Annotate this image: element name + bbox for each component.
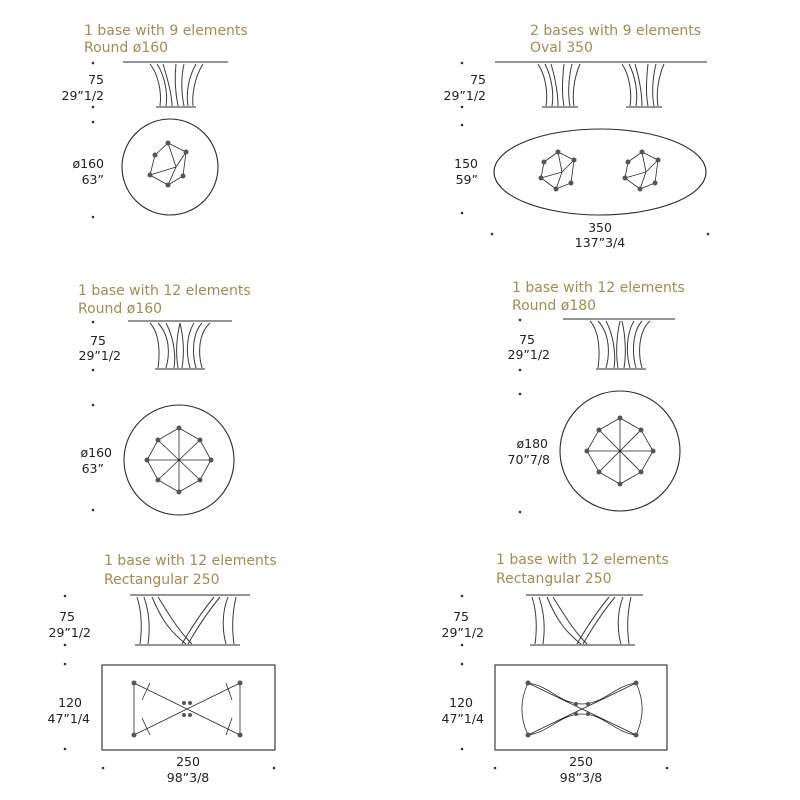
top-plan-drawing	[102, 665, 275, 750]
height-in-label: 29”1/2	[61, 88, 104, 103]
panel-title: 1 base with 9 elements	[84, 23, 248, 39]
panel-subtitle: Oval 350	[530, 40, 593, 56]
top-plan-drawing	[122, 119, 218, 215]
height-in-label: 29”1/2	[507, 347, 550, 362]
side-elevation-drawing	[128, 321, 232, 369]
panel-title: 1 base with 12 elements	[78, 283, 251, 299]
top-plan-drawing	[560, 391, 680, 511]
panel-round-160-12	[78, 283, 251, 515]
width-in-label: 59”	[455, 172, 478, 187]
diameter-in-label: 63”	[81, 461, 104, 476]
diameter-mm-label: ø160	[80, 445, 112, 460]
height-mm-label: 75	[88, 72, 104, 87]
height-mm-label: 75	[453, 609, 469, 624]
height-in-label: 29”1/2	[78, 348, 121, 363]
side-elevation-drawing	[526, 595, 643, 645]
panel-title: 1 base with 12 elements	[104, 553, 277, 569]
panel-rect-250-12-b	[442, 552, 669, 785]
panel-title: 2 bases with 9 elements	[530, 23, 702, 39]
panel-round-180-12	[508, 280, 685, 513]
length-mm-label: 250	[176, 754, 200, 769]
diameter-in-label: 63”	[81, 172, 104, 187]
width-mm-label: 120	[449, 695, 473, 710]
side-elevation-drawing	[495, 62, 707, 107]
panel-subtitle: Rectangular 250	[104, 572, 220, 588]
side-elevation-drawing	[130, 595, 250, 645]
width-in-label: 47”1/4	[441, 711, 484, 726]
panel-oval-350-9	[444, 23, 710, 250]
top-plan-drawing	[495, 665, 667, 750]
height-mm-label: 75	[59, 609, 75, 624]
width-in-label: 47”1/4	[47, 711, 90, 726]
width-mm-label: 150	[454, 156, 478, 171]
panel-round-160-9	[62, 23, 248, 218]
length-mm-label: 350	[588, 220, 612, 235]
height-mm-label: 75	[90, 333, 106, 348]
diameter-mm-label: ø180	[516, 436, 548, 451]
diameter-mm-label: ø160	[72, 156, 104, 171]
panel-subtitle: Round ø160	[84, 40, 169, 56]
panel-title: 1 base with 12 elements	[496, 552, 669, 568]
top-plan-drawing	[494, 129, 706, 215]
panel-subtitle: Rectangular 250	[496, 571, 612, 587]
height-mm-label: 75	[470, 72, 486, 87]
side-elevation-drawing	[123, 62, 228, 107]
side-elevation-drawing	[563, 319, 675, 369]
height-in-label: 29”1/2	[48, 625, 91, 640]
length-in-label: 98”3/8	[559, 770, 603, 785]
height-in-label: 29”1/2	[443, 88, 486, 103]
panel-rect-250-12-a	[48, 553, 277, 785]
diameter-in-label: 70”7/8	[507, 452, 550, 467]
height-mm-label: 75	[519, 332, 535, 347]
panel-title: 1 base with 12 elements	[512, 280, 685, 296]
width-mm-label: 120	[58, 695, 82, 710]
top-plan-drawing	[124, 405, 234, 515]
length-in-label: 137”3/4	[574, 235, 626, 250]
panel-subtitle: Round ø160	[78, 301, 163, 317]
length-in-label: 98”3/8	[166, 770, 210, 785]
height-in-label: 29”1/2	[441, 625, 484, 640]
length-mm-label: 250	[569, 754, 593, 769]
panel-subtitle: Round ø180	[512, 298, 597, 314]
